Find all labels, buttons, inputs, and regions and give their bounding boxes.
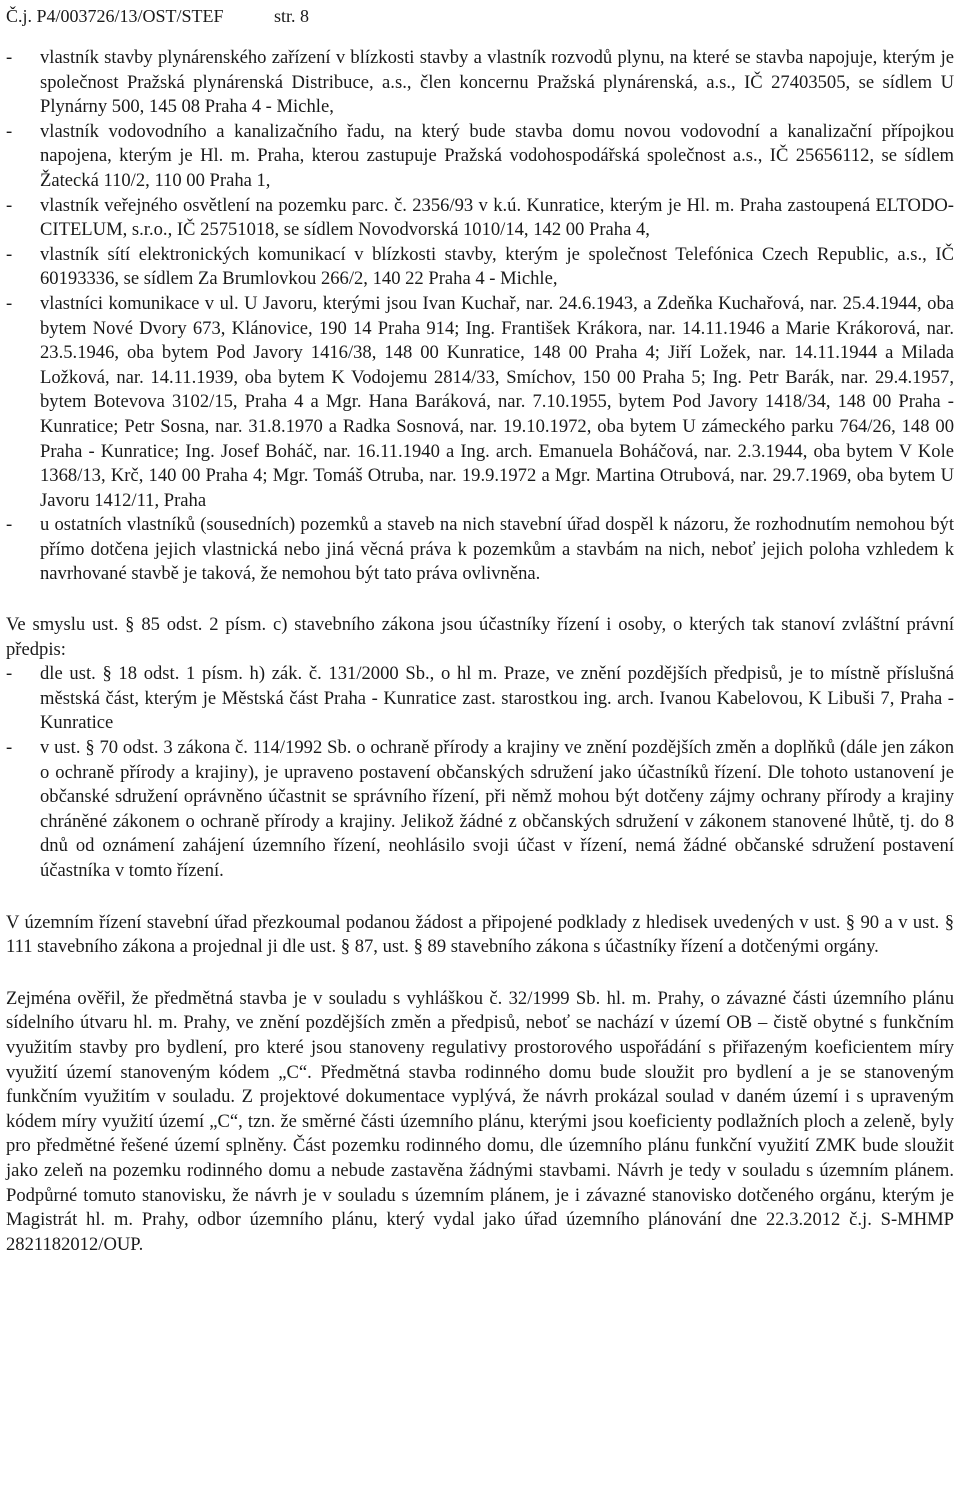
case-reference: Č.j. P4/003726/13/OST/STEF (6, 6, 224, 26)
list-item-text: vlastník stavby plynárenského zařízení v blízkosti stavby a vlastník rozvodů plynu, na které se stavba napojuje, kterým je společnost Pražská plynárenská Distribuce, a.s., člen koncernu Pražská plynárenská, a.s., IČ 27403505, se sídlem U Plynárny 500, 145 08 Praha 4 - Michle, (40, 47, 954, 118)
paragraph-verification: Zejména ověřil, že předmětná stavba je v souladu s vyhláškou č. 32/1999 Sb. hl. m. Prahy, o závazné části územního plánu sídelního útvaru hl. m. Prahy, ve znění pozdějších změn a předpisů, neboť se nachází v území OB – čistě obytné s funkčním využitím stavby pro bydlení, pro které jsou stanoveny regulativy prostorového uspořádání s přiřazeným koeficientem míry využití území stanoveným kódem „C“. Předmětná stavba rodinného domu bude sloužit pro bydlení a je se stanoveným funkčním využitím v souladu. Z projektové dokumentace vyplývá, že návrh prokázal soulad v daném území i s upraveným kódem míry využití území „C“, tzn. že směrné části územního plánu, kterými jsou koeficienty podlažních ploch a zeleně, byly pro předmětné řešené území splněny. Část pozemku rodinného domu, dle územního plánu funkční využití ZMK bude sloužit jako zeleň na pozemku rodinného domu a nebude zastavěna žádnými stavbami. Návrh je tedy v souladu s územním plánem. Podpůrné tomuto stanovisku, že návrh je v souladu s územním plánem, je i závazné stanovisko dotčeného orgánu, kterým je Magistrát hl. m. Prahy, odbor územního plánu, který vydal jako úřad územního plánování dne 22.3.2012 č.j. S-MHMP 2821182012/OUP. (6, 987, 954, 1255)
paragraph-review: V územním řízení stavební úřad přezkoumal podanou žádost a připojené podklady z hledisek uvedených v ust. § 90 a v ust. § 111 stavebního zákona a projednal ji dle ust. § 87, ust. § 89 stavebního zákona s účastníky řízení a dotčenými orgány. (6, 911, 954, 958)
list-item-text: dle ust. § 18 odst. 1 písm. h) zák. č. 131/2000 Sb., o hl m. Praze, ve znění pozdějších předpisů, je to místně příslušná městská část, kterým je Městská část Praha - Kunratice zast. starostkou ing. arch. Ivanou Kabelovou, K Libuši 7, Praha - Kunratice (40, 663, 954, 734)
list-item: - v ust. § 70 odst. 3 zákona č. 114/1992 Sb. o ochraně přírody a krajiny ve znění pozdějších změn a doplňků (dále jen zákon o ochraně přírody a krajiny), je upraveno postavení občanských sdružení jako účastníků řízení. Dle tohoto ustanovení je občanské sdružení oprávněno účastnit se správního řízení, při němž mohou být dotčeny zájmy ochrany přírody a krajiny chráněné zákonem o ochraně přírody a krajiny. Jelikož žádné z občanských sdružení v zákonem stanovené lhůtě, tj. do 8 dnů od oznámení zahájení územního řízení, neohlásilo svoji účast v řízení, nemá žádné občanské sdružení postavení účastníka v tomto řízení. (6, 737, 954, 881)
owners-list (6, 46, 954, 587)
list-item-text: u ostatních vlastníků (sousedních) pozemků a staveb na nich stavební úřad dospěl k názoru, že rozhodnutím nemohou být přímo dotčena jejich vlastnická nebo jiná věcná práva k pozemkům a stavbám na nich, neboť jejich poloha vzhledem k navrhované stavbě je taková, že nemohou být tato práva ovlivněna. (40, 514, 954, 585)
list-item-text: v ust. § 70 odst. 3 zákona č. 114/1992 Sb. o ochraně přírody a krajiny ve znění pozdějších změn a doplňků (dále jen zákon o ochraně přírody a krajiny), je upraveno postavení občanských sdružení jako účastníků řízení. Dle tohoto ustanovení je občanské sdružení oprávněno účastnit se správního řízení, při němž mohou být dotčeny zájmy ochrany přírody a krajiny chráněné zákonem o ochraně přírody a krajiny. Jelikož žádné z občanských sdružení v zákonem stanovené lhůtě, tj. do 8 dnů od oznámení zahájení územního řízení, neohlásilo svoji účast v řízení, nemá žádné občanské sdružení postavení účastníka v tomto řízení. (40, 737, 954, 881)
list-item: - vlastník veřejného osvětlení na pozemku parc. č. 2356/93 v k.ú. Kunratice, kterým je Hl. m. Praha zastoupená ELTODO-CITELUM, s.r.o., IČ 25751018, se sídlem Novodvorská 1010/14, 142 00 Praha 4, (6, 194, 954, 241)
list-item: - vlastníci komunikace v ul. U Javoru, kterými jsou Ivan Kuchař, nar. 24.6.1943, a Zdeňka Kuchařová, nar. 25.4.1944, oba bytem Nové Dvory 673, Klánovice, 190 14 Praha 914; Ing. František Krákora, nar. 14.11.1946 a Marie Krákorová, nar. 23.5.1946, oba bytem Pod Javory 1416/38, 148 00 Kunratice, 148 00 Praha 4; Jiří Ložek, nar. 14.11.1944 a Milada Ložková, nar. 14.11.1939, oba bytem K Vodojemu 2814/33, Smíchov, 150 00 Praha 5; Ing. Petr Barák, nar. 29.4.1957, bytem Botevova 3102/15, Praha 4 a Mgr. Hana Baráková, nar. 7.10.1955, bytem Pod Javory 1418/34, 148 00 Praha - Kunratice; Petr Sosna, nar. 31.8.1970 a Radka Sosnová, nar. 19.10.1972, oba bytem U zámeckého parku 764/26, 148 00 Praha - Kunratice; Ing. Josef Boháč, nar. 16.11.1940 a Ing. arch. Emanuela Boháčová, nar. 2.3.1944, oba bytem V Kole 1368/13, Krč, 140 00 Praha 4; Mgr. Tomáš Otruba, nar. 19.9.1972 a Mgr. Martina Otrubová, nar. 29.7.1969, oba bytem U Javoru 1412/11, Praha (6, 292, 954, 511)
list-item: - vlastník sítí elektronických komunikací v blízkosti stavby, kterým je společnost Telefónica Czech Republic, a.s., IČ 60193336, se sídlem Za Brumlovkou 266/2, 140 22 Praha 4 - Michle, (6, 243, 954, 290)
list-item-text: vlastník sítí elektronických komunikací v blízkosti stavby, kterým je společnost Telefónica Czech Republic, a.s., IČ 60193336, se sídlem Za Brumlovkou 266/2, 140 22 Praha 4 - Michle, (40, 243, 954, 290)
list-item: - dle ust. § 18 odst. 1 písm. h) zák. č. 131/2000 Sb., o hl m. Praze, ve znění pozdějších předpisů, je to místně příslušná městská část, kterým je Městská část Praha - Kunratice zast. starostkou ing. arch. Ivanou Kabelovou, K Libuši 7, Praha - Kunratice (6, 663, 954, 734)
page-number: str. 8 (274, 6, 310, 26)
list-item-text: vlastník vodovodního a kanalizačního řadu, na který bude stavba domu novou vodovodní a kanalizační přípojkou napojena, kterým je Hl. m. Praha, kterou zastupuje Pražská vodohospodářská společnost a.s., IČ 25656112, se sídlem Žatecká 110/2, 110 00 Praha 1, (40, 120, 954, 191)
list-item: - vlastník stavby plynárenského zařízení v blízkosti stavby a vlastník rozvodů plynu, na které se stavba napojuje, kterým je společnost Pražská plynárenská Distribuce, a.s., člen koncernu Pražská plynárenská, a.s., IČ 27403505, se sídlem U Plynárny 500, 145 08 Praha 4 - Michle, (6, 47, 954, 118)
list-item-text: vlastníci komunikace v ul. U Javoru, kterými jsou Ivan Kuchař, nar. 24.6.1943, a Zdeňka Kuchařová, nar. 25.4.1944, oba bytem Nové Dvory 673, Klánovice, 190 14 Praha 914; Ing. František Krákora, nar. 14.11.1946 a Marie Krákorová, nar. 23.5.1946, oba bytem Pod Javory 1416/38, 148 00 Kunratice, 148 00 Praha 4; Jiří Ložek, nar. 14.11.1944 a Milada Ložková, nar. 14.11.1939, oba bytem K Vodojemu 2814/33, Smíchov, 150 00 Praha 5; Ing. Petr Barák, nar. 29.4.1957, bytem Botevova 3102/15, Praha 4 a Mgr. Hana Baráková, nar. 7.10.1955, bytem Pod Javory 1418/34, 148 00 Praha - Kunratice; Petr Sosna, nar. 31.8.1970 a Radka Sosnová, nar. 19.10.1972, oba bytem U zámeckého parku 764/26, 148 00 Praha - Kunratice; Ing. Josef Boháč, nar. 16.11.1940 a Ing. arch. Emanuela Boháčová, nar. 2.3.1944, oba bytem V Kole 1368/13, Krč, 140 00 Praha 4; Mgr. Tomáš Otruba, nar. 19.9.1972 a Mgr. Martina Otrubová, nar. 29.7.1969, oba bytem U Javoru 1412/11, Praha (40, 292, 954, 511)
list-item: - vlastník vodovodního a kanalizačního řadu, na který bude stavba domu novou vodovodní a kanalizační přípojkou napojena, kterým je Hl. m. Praha, kterou zastupuje Pražská vodohospodářská společnost a.s., IČ 25656112, se sídlem Žatecká 110/2, 110 00 Praha 1, (6, 120, 954, 191)
list-item-text: vlastník veřejného osvětlení na pozemku parc. č. 2356/93 v k.ú. Kunratice, kterým je Hl. m. Praha zastoupená ELTODO-CITELUM, s.r.o., IČ 25751018, se sídlem Novodvorská 1010/14, 142 00 Praha 4, (40, 194, 954, 241)
paragraph-special-participants: Ve smyslu ust. § 85 odst. 2 písm. c) stavebního zákona jsou účastníky řízení i osoby, o kterých tak stanoví zvláštní právní předpis: (6, 614, 954, 660)
special-participants-list (6, 662, 954, 883)
page-header (6, 6, 954, 32)
list-item: - u ostatních vlastníků (sousedních) pozemků a staveb na nich stavební úřad dospěl k názoru, že rozhodnutím nemohou být přímo dotčena jejich vlastnická nebo jiná věcná práva k pozemkům a stavbám na nich, neboť jejich poloha vzhledem k navrhované stavbě je taková, že nemohou být tato práva ovlivněna. (6, 514, 954, 585)
